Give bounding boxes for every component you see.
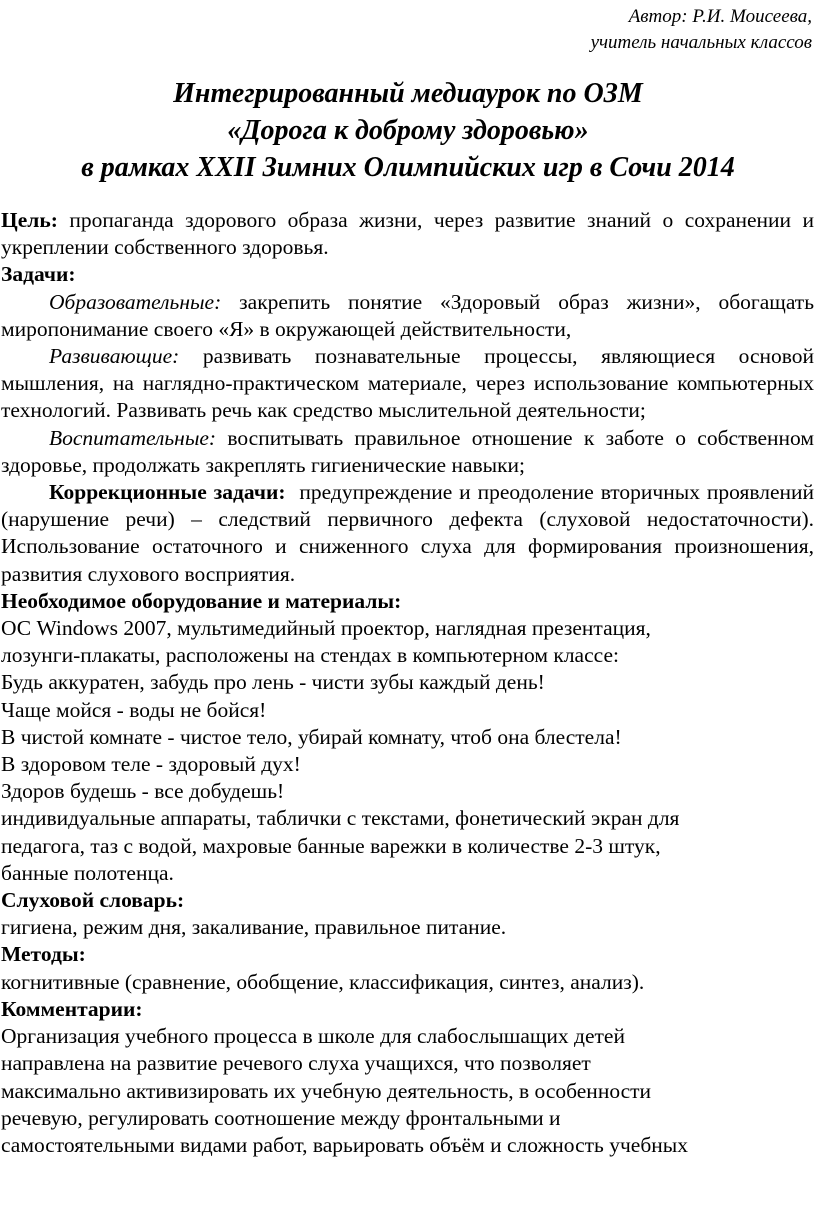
upbringing-label: Воспитательные: <box>49 425 217 450</box>
educational-label: Образовательные: <box>49 289 222 314</box>
author-block <box>591 4 812 56</box>
equipment-line: ОС Windows 2007, мультимедийный проектор, наглядная презентация, <box>1 616 651 641</box>
author-name: Автор: Р.И. Моисеева, <box>628 6 812 27</box>
title-line-1: Интегрированный медиаурок по ОЗМ <box>173 78 643 109</box>
correction-text: предупреждение и преодоление вторичных проявлений (нарушение речи) – следствий первичного дефекта (слуховой недостаточности). Использование остаточного и сниженного слуха для формирования произношения, развития слухового восприятия. <box>1 480 815 586</box>
educational-paragraph <box>1 289 814 343</box>
developing-text: развивать познавательные процессы, являющиеся основой мышления, на наглядно-практическом материале, через использование компьютерных технологий. Развивать речь как средство мыслительной деятельности; <box>1 344 815 423</box>
document-body <box>1 207 814 1159</box>
goal-label: Цель: <box>1 208 58 232</box>
vocabulary-heading: Слуховой словарь: <box>1 888 185 913</box>
equipment-line: В здоровом теле - здоровый дух! <box>1 752 301 777</box>
comments-line: максимально активизировать их учебную деятельность, в особенности <box>1 1078 652 1103</box>
equipment-heading: Необходимое оборудование и материалы: <box>1 588 402 613</box>
equipment-line: банные полотенца. <box>1 860 174 885</box>
comments-line: самостоятельными видами работ, варьировать объём и сложность учебных <box>1 1132 688 1157</box>
author-position: учитель начальных классов <box>590 32 812 53</box>
comments-line: направлена на развитие речевого слуха учащихся, что позволяет <box>1 1051 591 1076</box>
correction-label: Коррекционные задачи: <box>49 480 286 505</box>
correction-paragraph <box>1 479 814 588</box>
equipment-line: индивидуальные аппараты, таблички с текстами, фонетический экран для <box>1 806 680 831</box>
goal-paragraph <box>1 207 814 261</box>
equipment-line: педагога, таз с водой, махровые банные варежки в количестве 2-3 штук, <box>1 833 661 858</box>
vocabulary-text: гигиена, режим дня, закаливание, правильное питание. <box>1 915 507 940</box>
comments-line: Организация учебного процесса в школе для слабослышащих детей <box>1 1024 625 1049</box>
equipment-line: Будь аккуратен, забудь про лень - чисти зубы каждый день! <box>1 670 545 695</box>
developing-label: Развивающие: <box>49 344 180 369</box>
educational-text: закрепить понятие «Здоровый образ жизни», обогащать миропонимание своего «Я» в окружающей действительности, <box>1 289 815 341</box>
equipment-line: В чистой комнате - чистое тело, убирай комнату, чтоб она блестела! <box>1 724 622 749</box>
equipment-line: Здоров будешь - все добудешь! <box>1 779 285 804</box>
methods-text: когнитивные (сравнение, обобщение, классификация, синтез, анализ). <box>1 969 645 994</box>
comments-heading: Комментарии: <box>1 996 143 1021</box>
title-line-2: «Дорога к доброму здоровью» <box>227 115 589 146</box>
developing-paragraph <box>1 343 814 425</box>
tasks-heading: Задачи: <box>1 262 76 287</box>
methods-heading: Методы: <box>1 942 86 967</box>
equipment-line: лозунги-плакаты, расположены на стендах в компьютерном классе: <box>1 643 619 668</box>
upbringing-text: воспитывать правильное отношение к заботе о собственном здоровье, продолжать закреплять гигиенические навыки; <box>1 425 814 477</box>
goal-text: пропаганда здорового образа жизни, через развитие знаний о сохранении и укреплении собственного здоровья. <box>1 208 815 260</box>
upbringing-paragraph <box>1 425 814 479</box>
document-title <box>0 75 816 186</box>
comments-line: речевую, регулировать соотношение между фронтальными и <box>1 1105 561 1130</box>
equipment-line: Чаще мойся - воды не бойся! <box>1 697 267 722</box>
title-line-3: в рамках XXII Зимних Олимпийских игр в Сочи 2014 <box>81 152 735 183</box>
